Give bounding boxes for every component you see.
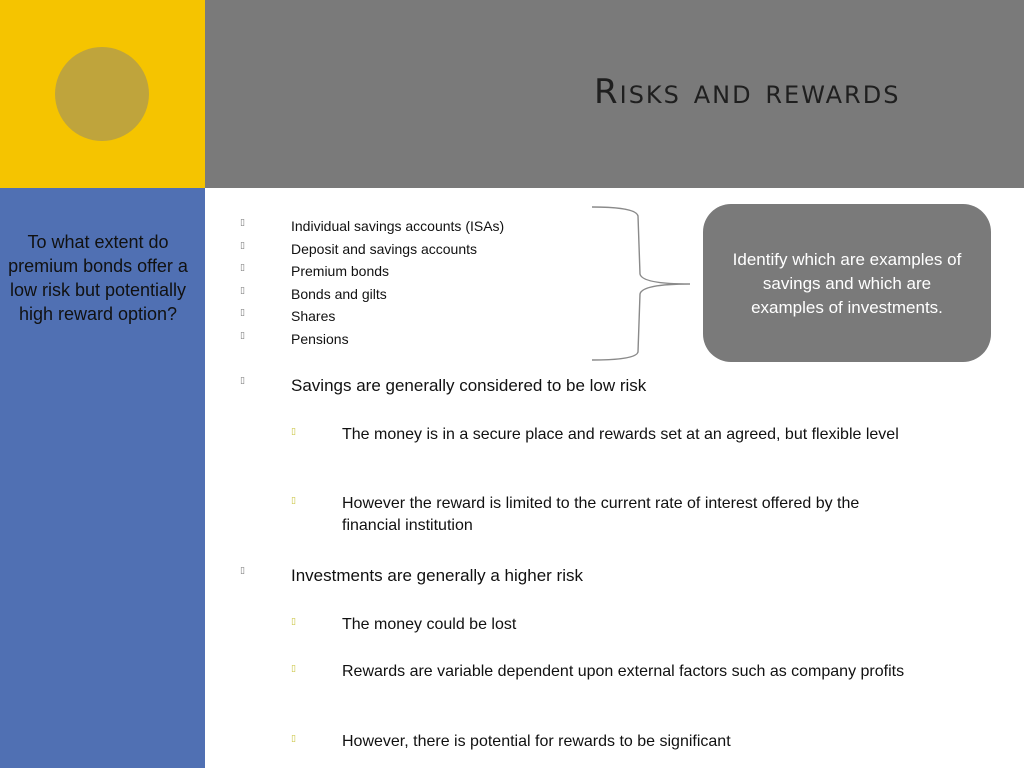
sidebar-panel bbox=[0, 188, 205, 768]
bullet-icon: ▯ bbox=[240, 331, 245, 341]
circle-decoration bbox=[55, 47, 149, 141]
callout-box: Identify which are examples of savings and which are examples of investments. bbox=[703, 204, 991, 362]
bullet-icon: ▯ bbox=[240, 308, 245, 318]
bullet-icon: ▯ bbox=[240, 263, 245, 273]
list-item: The money is in a secure place and rewards set at an agreed, but flexible level bbox=[342, 426, 899, 443]
list-item: However, there is potential for rewards to be significant bbox=[342, 733, 731, 750]
bullet-icon: ▯ bbox=[240, 376, 245, 386]
savings-heading: Savings are generally considered to be low risk bbox=[291, 376, 647, 395]
sub-bullet-icon: ▯ bbox=[291, 617, 296, 627]
list-item: Premium bonds bbox=[291, 263, 390, 279]
sub-bullet-icon: ▯ bbox=[291, 734, 296, 744]
investments-heading: Investments are generally a higher risk bbox=[291, 566, 583, 585]
bullet-icon: ▯ bbox=[240, 286, 245, 296]
list-item: Individual savings accounts (ISAs) bbox=[291, 218, 505, 234]
bullet-icon: ▯ bbox=[240, 218, 245, 228]
brace-icon bbox=[590, 204, 694, 364]
list-item: Deposit and savings accounts bbox=[291, 241, 477, 257]
corner-accent-block bbox=[0, 0, 205, 188]
list-item: Rewards are variable dependent upon external factors such as company profits bbox=[342, 663, 905, 680]
sidebar-question: To what extent do premium bonds offer a low risk but potentially high reward option? bbox=[8, 232, 188, 324]
bullet-icon: ▯ bbox=[240, 566, 245, 576]
sub-bullet-icon: ▯ bbox=[291, 496, 296, 506]
list-item: The money could be lost bbox=[342, 616, 517, 633]
list-item: However the reward is limited to the current rate of interest offered by the financial institution bbox=[342, 495, 860, 534]
sub-bullet-icon: ▯ bbox=[291, 427, 296, 437]
list-item: Bonds and gilts bbox=[291, 286, 387, 302]
slide-title: Risks and rewards bbox=[594, 72, 901, 112]
bullet-icon: ▯ bbox=[240, 241, 245, 251]
sub-bullet-icon: ▯ bbox=[291, 664, 296, 674]
list-item: Pensions bbox=[291, 331, 349, 347]
list-item: Shares bbox=[291, 308, 336, 324]
